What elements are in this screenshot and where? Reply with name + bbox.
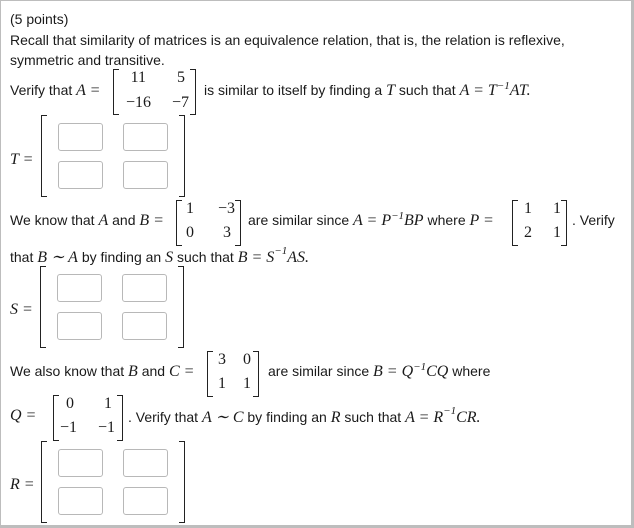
matrix-c-entry: 1 xyxy=(218,375,226,392)
t-right-bracket xyxy=(179,115,185,197)
matrix-q-entry: 1 xyxy=(104,395,112,412)
matrix-p-entry: 2 xyxy=(524,224,532,241)
intro-line-2: symmetric and transitive. xyxy=(10,52,165,68)
matrix-b-entry: 3 xyxy=(223,224,231,241)
s-input-12[interactable] xyxy=(122,274,167,302)
matrix-q-right-bracket xyxy=(117,395,123,441)
matrix-a-left-bracket xyxy=(113,69,119,115)
matrix-c-entry: 3 xyxy=(218,351,226,368)
matrix-p-entry: 1 xyxy=(524,200,532,217)
part3-similar-text: are similar since $B = Q^{-1}CQ$ where xyxy=(268,361,491,380)
matrix-c-entry: 1 xyxy=(243,375,251,392)
s-label: S = xyxy=(10,301,33,318)
matrix-a-right-bracket xyxy=(190,69,196,115)
intro-line-1: Recall that similarity of matrices is an equivalence relation, that is, the relation is reflexive, xyxy=(10,32,565,48)
s-left-bracket xyxy=(40,266,46,348)
t-input-12[interactable] xyxy=(123,123,168,151)
matrix-a-entry: 11 xyxy=(130,69,146,86)
q-label: Q = xyxy=(10,407,37,424)
matrix-a-entry: 5 xyxy=(177,69,185,86)
s-right-bracket xyxy=(178,266,184,348)
matrix-b-entry: −3 xyxy=(217,200,235,217)
matrix-p-right-bracket xyxy=(561,200,567,246)
points-label: (5 points) xyxy=(10,11,69,27)
matrix-b-right-bracket xyxy=(235,200,241,246)
part2-line2: that B ∼ A by finding an S such that $B = S^{-1}AS$. xyxy=(10,245,310,266)
matrix-p-entry: 1 xyxy=(553,200,561,217)
r-input-21[interactable] xyxy=(58,487,103,515)
matrix-b-entry: 0 xyxy=(186,224,194,241)
r-right-bracket xyxy=(179,441,185,523)
r-input-22[interactable] xyxy=(123,487,168,515)
r-input-11[interactable] xyxy=(58,449,103,477)
t-input-21[interactable] xyxy=(58,161,103,189)
s-input-22[interactable] xyxy=(122,312,167,340)
part2-similar-text: are similar since $A = P^{-1}BP$ where P = xyxy=(248,210,494,229)
t-input-11[interactable] xyxy=(58,123,103,151)
part2-verify-text: . Verify xyxy=(572,212,615,228)
s-input-21[interactable] xyxy=(57,312,102,340)
r-input-12[interactable] xyxy=(123,449,168,477)
part3-know-text: We also know that B and C = xyxy=(10,363,195,380)
matrix-q-entry: −1 xyxy=(97,419,115,436)
matrix-b-entry: 1 xyxy=(186,200,194,217)
part3-verify-text: . Verify that A ∼ C by finding an R such that $A = R^{-1}CR$. xyxy=(128,405,481,426)
part1-statement: is similar to itself by finding a T such that $A = T^{-1}AT$. xyxy=(204,80,531,99)
r-label: R = xyxy=(10,476,35,493)
r-left-bracket xyxy=(41,441,47,523)
matrix-c-entry: 0 xyxy=(243,351,251,368)
matrix-q-entry: −1 xyxy=(59,419,77,436)
t-input-22[interactable] xyxy=(123,161,168,189)
part2-know-text: We know that A and B = xyxy=(10,212,164,229)
t-left-bracket xyxy=(41,115,47,197)
t-label: T = xyxy=(10,151,34,168)
matrix-q-entry: 0 xyxy=(66,395,74,412)
s-input-11[interactable] xyxy=(57,274,102,302)
matrix-a-entry: −7 xyxy=(171,94,189,111)
matrix-p-entry: 1 xyxy=(553,224,561,241)
matrix-a-entry: −16 xyxy=(125,94,151,111)
part1-verify-text: Verify that A = xyxy=(10,82,101,99)
matrix-c-right-bracket xyxy=(253,351,259,397)
